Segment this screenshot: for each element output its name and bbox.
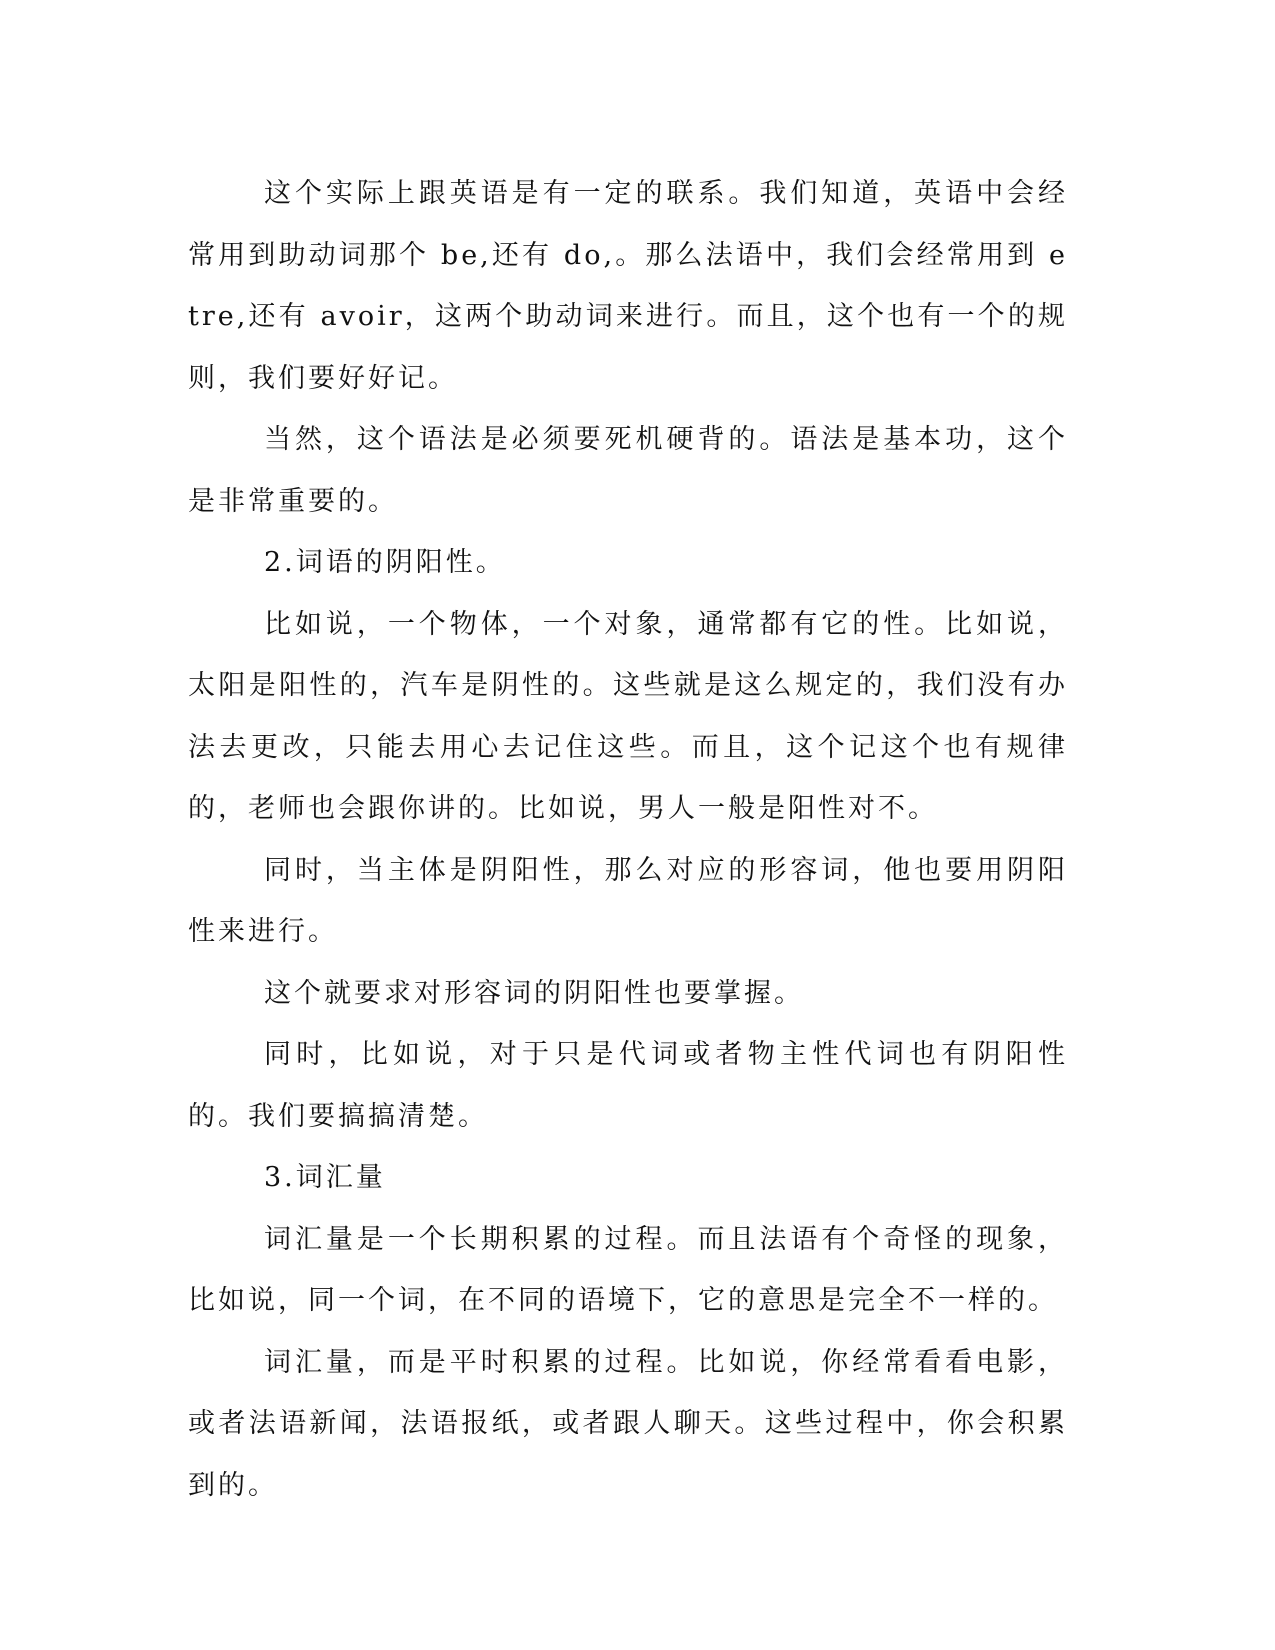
paragraph-adjective-agreement: 同时，当主体是阴阳性，那么对应的形容词，他也要用阴阳性来进行。 bbox=[188, 854, 1068, 947]
paragraph-vocabulary-accumulation: 词汇量是一个长期积累的过程。而且法语有个奇怪的现象，比如说，同一个词，在不同的语境下，它的意思是完全不一样的。 bbox=[188, 1223, 1068, 1316]
paragraph-vocabulary-practice: 词汇量，而是平时积累的过程。比如说，你经常看看电影，或者法语新闻，法语报纸，或者跟人聊天。这些过程中，你会积累到的。 bbox=[188, 1346, 1068, 1501]
paragraph-adjective-gender: 这个就要求对形容词的阴阳性也要掌握。 bbox=[264, 977, 804, 1009]
paragraph-gender-examples: 比如说，一个物体，一个对象，通常都有它的性。比如说，太阳是阳性的，汽车是阴性的。这些就是这么规定的，我们没有办法去更改，只能去用心去记住这些。而且，这个记这个也有规律的，老师也会跟你讲的。比如说，男人一般是阳性对不。 bbox=[188, 608, 1068, 824]
section-heading-gender: 2.词语的阴阳性。 bbox=[264, 547, 506, 578]
paragraph-pronoun-gender: 同时，比如说，对于只是代词或者物主性代词也有阴阳性的。我们要搞搞清楚。 bbox=[188, 1039, 1068, 1132]
section-heading-vocabulary: 3.词汇量 bbox=[264, 1162, 386, 1193]
paragraph-auxiliary-verbs: 这个实际上跟英语是有一定的联系。我们知道，英语中会经常用到助动词那个 be,还有 do,。那么法语中，我们会经常用到 etre,还有 avoir，这两个助动词来进行。而且，这个也有一个的规则，我们要好好记。 bbox=[188, 178, 1068, 394]
paragraph-grammar-memorize: 当然，这个语法是必须要死机硬背的。语法是基本功，这个是非常重要的。 bbox=[188, 424, 1068, 517]
document-body bbox=[188, 163, 1068, 1516]
